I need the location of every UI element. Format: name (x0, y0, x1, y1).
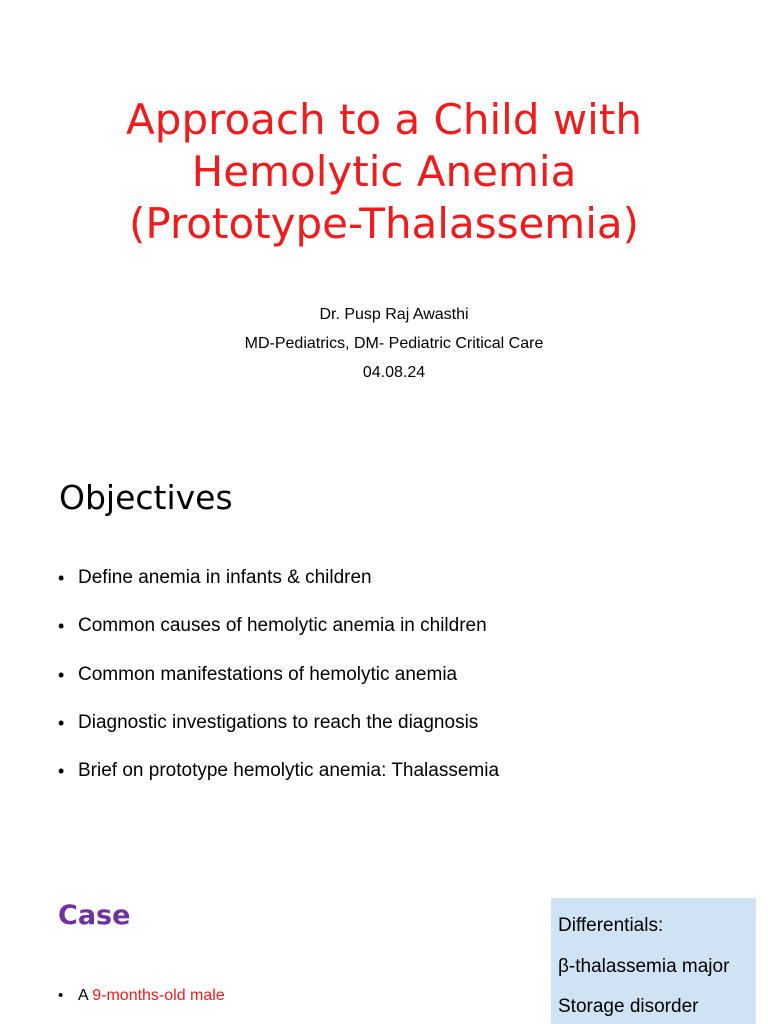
bullet-icon: • (58, 616, 65, 637)
list-item (58, 756, 499, 804)
bullet-icon: • (58, 761, 65, 782)
objective-text: Diagnostic investigations to reach the diagnosis (78, 711, 479, 733)
list-item (58, 982, 225, 1016)
list-item (58, 708, 499, 756)
case-item-highlight: 9-months-old male (92, 987, 225, 1004)
bullet-icon: • (58, 664, 65, 685)
presenter-credentials: MD-Pediatrics, DM- Pediatric Critical Care (244, 335, 544, 352)
objectives-slide (0, 450, 768, 870)
differential-item: Storage disorder (558, 996, 699, 1017)
case-list (58, 982, 225, 1016)
presenter-name: Dr. Pusp Raj Awasthi (319, 306, 469, 323)
bullet-icon: • (58, 987, 64, 1004)
title-line-2: Hemolytic Anemia (191, 147, 577, 196)
case-slide (0, 870, 768, 1024)
presentation-title (0, 94, 768, 250)
bullet-icon: • (58, 712, 65, 733)
list-item (58, 660, 499, 708)
differentials-heading: Differentials: (558, 915, 664, 936)
title-line-1: Approach to a Child with (126, 95, 642, 144)
case-item-prefix: A (78, 987, 93, 1004)
objectives-heading: Objectives (59, 478, 233, 517)
objective-text: Brief on prototype hemolytic anemia: Thalassemia (78, 760, 500, 782)
title-line-3: (Prototype-Thalassemia) (128, 199, 640, 248)
objective-text: Common causes of hemolytic anemia in children (78, 615, 487, 637)
list-item (58, 563, 499, 611)
differentials-box (551, 898, 756, 1024)
presenter-info (0, 300, 768, 387)
list-item (58, 611, 499, 659)
title-slide (0, 0, 768, 450)
objectives-list (58, 563, 499, 804)
bullet-icon: • (58, 568, 65, 588)
objective-text: Common manifestations of hemolytic anemia (78, 663, 458, 685)
objective-text: Define anemia in infants & children (78, 567, 372, 588)
case-heading: Case (58, 900, 131, 931)
presentation-date: 04.08.24 (362, 364, 426, 381)
differential-item: β-thalassemia major (558, 955, 730, 977)
